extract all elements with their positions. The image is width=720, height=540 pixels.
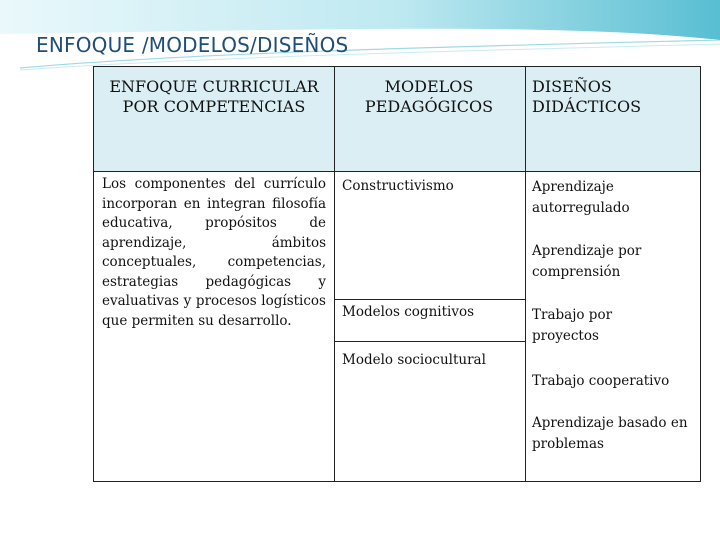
row-divider-models-2: [334, 341, 525, 342]
model-item: Modelo sociocultural: [342, 352, 486, 368]
slide-title: ENFOQUE /MODELOS/DISEÑOS: [36, 33, 349, 57]
design-item: Trabajo cooperativo: [532, 373, 670, 389]
design-item: Aprendizaje autorregulado: [532, 179, 630, 216]
row-divider-models: [334, 299, 525, 300]
enfoque-description: Los componentes del currículo incorporan en integran filosofía educativa, propósitos de aprendizaje, ámbitos conceptuales, competencias, estrategias pedagógicas y evaluativas y procesos logísticos que permiten su desarrollo.: [102, 176, 326, 329]
design-item: Aprendizaje basado en problemas: [532, 415, 688, 452]
design-item: Aprendizaje por comprensión: [532, 243, 642, 280]
header-disenos: DISEÑOS DIDÁCTICOS: [532, 77, 642, 116]
model-item: Constructivismo: [342, 178, 454, 194]
header-modelos: MODELOS PEDAGÓGICOS: [364, 77, 494, 116]
header-enfoque: ENFOQUE CURRICULAR POR COMPETENCIAS: [109, 77, 319, 116]
model-item: Modelos cognitivos: [342, 304, 475, 320]
column-divider-2: [525, 67, 526, 481]
column-divider-1: [334, 67, 335, 481]
design-item: Trabajo por proyectos: [532, 307, 613, 344]
header-divider: [94, 171, 700, 172]
comparison-table: [93, 66, 701, 482]
